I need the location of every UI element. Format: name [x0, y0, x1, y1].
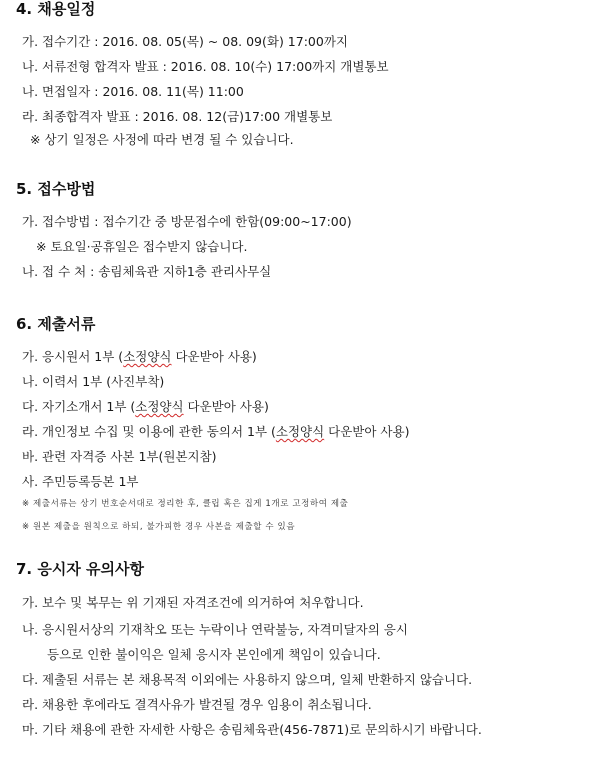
document-note-original: ※ 원본 제출을 원칙으로 하되, 불가피한 경우 사본을 제출할 수 있음 [22, 522, 296, 532]
document-text-marked: 소정양식 [275, 424, 325, 439]
notice-item-responsibility-cont: 등으로 인한 불이익은 일체 응시자 본인에게 책임이 있습니다. [47, 647, 381, 662]
document-item-certificate [22, 447, 217, 465]
document-item-privacy-consent [22, 422, 409, 440]
document-text: 나. 이력서 1부 (사진부착) [22, 374, 165, 389]
method-note-holiday: ※ 토요일·공휴일은 접수받지 않습니다. [36, 239, 248, 254]
notice-item-cancellation: 라. 채용한 후에라도 결격사유가 발견될 경우 임용이 취소됩니다. [22, 697, 372, 712]
document-text: 사. 주민등록등본 1부 [22, 474, 139, 489]
document-text: 가. 응시원서 1부 ( [22, 349, 124, 364]
section-title-applicant-notes: 7. 응시자 유의사항 [16, 560, 145, 578]
section-title-documents: 6. 제출서류 [16, 315, 96, 333]
schedule-item-interview-date: 나. 면접일자 : 2016. 08. 11(목) 11:00 [22, 84, 244, 99]
document-text: 다운받아 사용) [183, 399, 269, 414]
notice-item-pay: 가. 보수 및 복무는 위 기재된 자격조건에 의거하여 처우합니다. [22, 595, 364, 610]
notice-item-responsibility: 나. 응시원서상의 기재착오 또는 누락이나 연락불능, 자격미달자의 응시 [22, 622, 408, 637]
document-item-application-form [22, 347, 257, 365]
document-note-order: ※ 제출서류는 상기 번호순서대로 정리한 후, 클립 혹은 집게 1개로 고정하여 제출 [22, 499, 349, 509]
document-item-self-introduction [22, 397, 269, 415]
document-text-marked: 소정양식 [135, 399, 184, 414]
section-title-schedule: 4. 채용일정 [16, 0, 96, 18]
notice-item-documents-return: 다. 제출된 서류는 본 채용목적 이외에는 사용하지 않으며, 일체 반환하지 않습니다. [22, 672, 473, 687]
document-text: 바. 관련 자격증 사본 1부(원본지참) [22, 449, 217, 464]
schedule-item-application-period: 가. 접수기간 : 2016. 08. 05(목) ~ 08. 09(화) 17:00까지 [22, 34, 348, 49]
document-text: 다운받아 사용) [171, 349, 257, 364]
schedule-note: ※ 상기 일정은 사정에 따라 변경 될 수 있습니다. [30, 132, 294, 147]
section-title-application-method: 5. 접수방법 [16, 180, 96, 198]
method-item-visit: 가. 접수방법 : 접수기간 중 방문접수에 한함(09:00~17:00) [22, 214, 352, 229]
document-item-resident-register [22, 472, 138, 490]
schedule-item-final-result: 라. 최종합격자 발표 : 2016. 08. 12(금)17:00 개별통보 [22, 109, 333, 124]
schedule-item-document-result: 나. 서류전형 합격자 발표 : 2016. 08. 10(수) 17:00까지 개별통보 [22, 59, 389, 74]
document-text-marked: 소정양식 [123, 349, 172, 364]
document-text: 라. 개인정보 수집 및 이용에 관한 동의서 1부 ( [22, 424, 276, 439]
method-item-location: 나. 접 수 처 : 송림체육관 지하1층 관리사무실 [22, 264, 272, 279]
document-text: 다. 자기소개서 1부 ( [22, 399, 136, 414]
document-item-resume [22, 372, 164, 390]
notice-item-contact: 마. 기타 채용에 관한 자세한 사항은 송림체육관(456-7871)로 문의하시기 바랍니다. [22, 722, 482, 737]
document-text: 다운받아 사용) [324, 424, 410, 439]
